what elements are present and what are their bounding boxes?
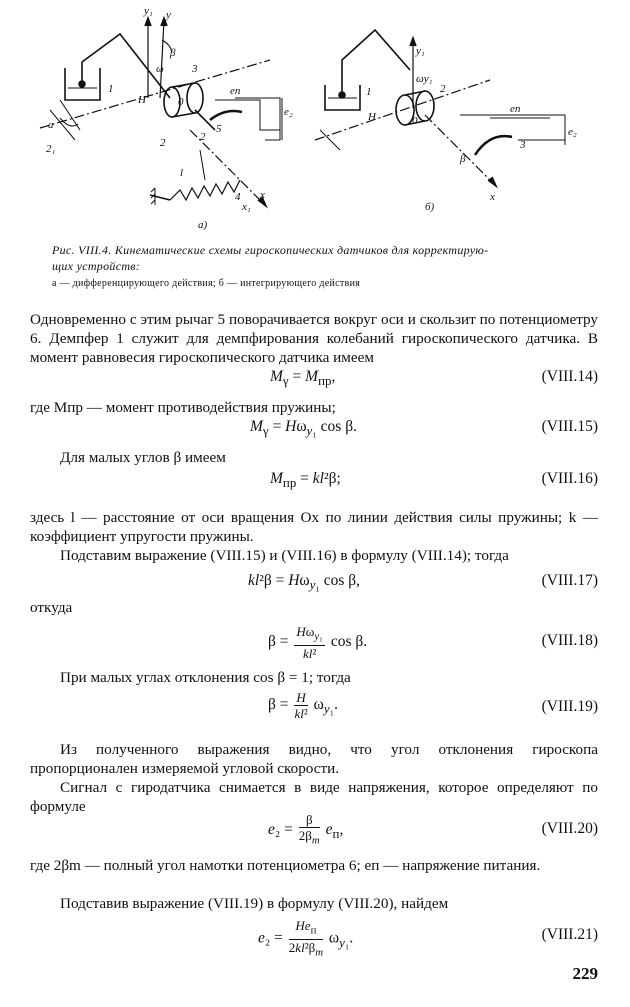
paragraph-2: где Mпр — момент противодействия пружины; — [30, 399, 336, 416]
part-b-2: 2 — [440, 83, 446, 95]
paragraph-4: здесь l — расстояние от оси вращения Ox по линии действия силы пружины; k — коэффициент упругости пружины. — [30, 509, 598, 545]
part-b-0: 0 — [412, 115, 418, 127]
equation-15: $M_\gamma = H\omega_{y_1}$ cos β. (VIII.15) — [250, 418, 598, 439]
paragraph-7: При малых углах отклонения cos β = 1; тогда — [60, 669, 351, 686]
eq-number-21: (VIII.21) — [541, 926, 598, 943]
part-a-x: x — [260, 189, 265, 201]
equation-17: $kl^2\beta = H\omega_{y_1}$ cos β, (VIII.17) — [248, 572, 598, 593]
paragraph-5: Подставим выражение (VIII.15) и (VIII.16) в формулу (VIII.14); тогда — [60, 547, 509, 564]
caption-line-2: щих устройств: — [52, 259, 141, 273]
part-a-e2: e₂ — [284, 106, 293, 118]
part-a-21: 2₁ — [46, 143, 56, 155]
equation-19: β = $\frac{H}{\text{kl²}}$ $\omega_{y_1}$. (VIII.19) — [268, 690, 598, 721]
part-a-beta: β — [170, 47, 176, 59]
paragraph-1: Одновременно с этим рычаг 5 поворачивается вокруг оси и скользит по потенциометру 6. Демпфер 1 служит для демпфирования колебаний гироскопического датчика. В момент равновесия гироскопического датчика имеем — [30, 311, 598, 366]
part-a-omega: ω — [156, 63, 164, 75]
label-a: а) — [198, 219, 208, 231]
part-a-H: H — [138, 94, 146, 106]
paragraph-9: Сигнал с гиродатчика снимается в виде напряжения, которое определяют по формуле — [30, 779, 598, 815]
eq-number-19: (VIII.19) — [541, 698, 598, 715]
equation-18: β = $\frac{H\omega_{y_1}}{\text{kl²}}$ cos β. (VIII.18) — [268, 624, 598, 661]
part-a-1: 1 — [108, 83, 114, 95]
equation-16: $M_{пр} = kl^2\beta$; (VIII.16) — [270, 470, 598, 491]
part-a-y1: y₁ — [144, 5, 153, 17]
eq-number-16: (VIII.16) — [541, 470, 598, 487]
part-b-H: H — [368, 111, 376, 123]
part-a-5: 5 — [216, 123, 222, 135]
paragraph-6: откуда — [30, 599, 73, 616]
paragraph-10: где 2βm — полный угол намотки потенциометра 6; eп — напряжение питания. — [30, 857, 541, 874]
part-a-l: l — [180, 167, 184, 179]
eq-number-15: (VIII.15) — [541, 418, 598, 435]
paragraph-11: Подставив выражение (VIII.19) в формулу (VIII.20), найдем — [60, 895, 449, 912]
part-a-y: y — [166, 9, 171, 21]
part-b-1: 1 — [366, 86, 372, 98]
part-a-x1: x₁ — [242, 201, 251, 213]
paragraph-3: Для малых углов β имеем — [60, 449, 226, 466]
part-a-a: a — [48, 119, 54, 131]
part-b-en: eп — [510, 103, 521, 115]
part-a-0: 0 — [178, 96, 184, 108]
part-a-2: 2 — [200, 131, 206, 143]
equation-20: e₂ = $\frac{\beta}{2\beta_m}$ $e_п$, (VIII.20) — [268, 812, 598, 847]
part-a-2b: 2 — [160, 137, 166, 149]
eq-number-14: (VIII.14) — [541, 368, 598, 385]
part-a-4: 4 — [235, 191, 241, 203]
part-b-beta: β — [460, 153, 466, 165]
scheme-a — [40, 18, 282, 206]
subcaption: а — дифференцирующего действия; б — интегрирующего действия — [52, 278, 361, 289]
paragraph-8: Из полученного выражения видно, что угол отклонения гироскопа пропорционален измеряемой угловой скорости. — [30, 741, 598, 777]
eq-number-18: (VIII.18) — [541, 632, 598, 649]
part-b-e2: e₂ — [568, 126, 577, 138]
equation-21: e₂ = $\frac{He_п}{2kl^2\beta_m}$ $\omega_{y_1}$. (VIII.21) — [258, 918, 598, 959]
eq-number-17: (VIII.17) — [541, 572, 598, 589]
part-a-3: 3 — [192, 63, 198, 75]
caption-line-1: Рис. VIII.4. Кинематические схемы гироскопических датчиков для корректирую- — [52, 243, 489, 257]
part-b-3: 3 — [520, 139, 526, 151]
eq-number-20: (VIII.20) — [541, 820, 598, 837]
part-b-y1: y₁ — [416, 45, 425, 57]
figure-kinematic-schemes — [20, 0, 620, 238]
scheme-b — [315, 30, 565, 186]
page-number: 229 — [572, 964, 598, 983]
label-b: б) — [425, 201, 435, 213]
part-b-omega: ωy₁ — [416, 73, 433, 85]
part-a-en: eп — [230, 85, 241, 97]
part-b-x: x — [490, 191, 495, 203]
equation-14: $M_\gamma = M_{пр}$, (VIII.14) — [270, 368, 598, 389]
